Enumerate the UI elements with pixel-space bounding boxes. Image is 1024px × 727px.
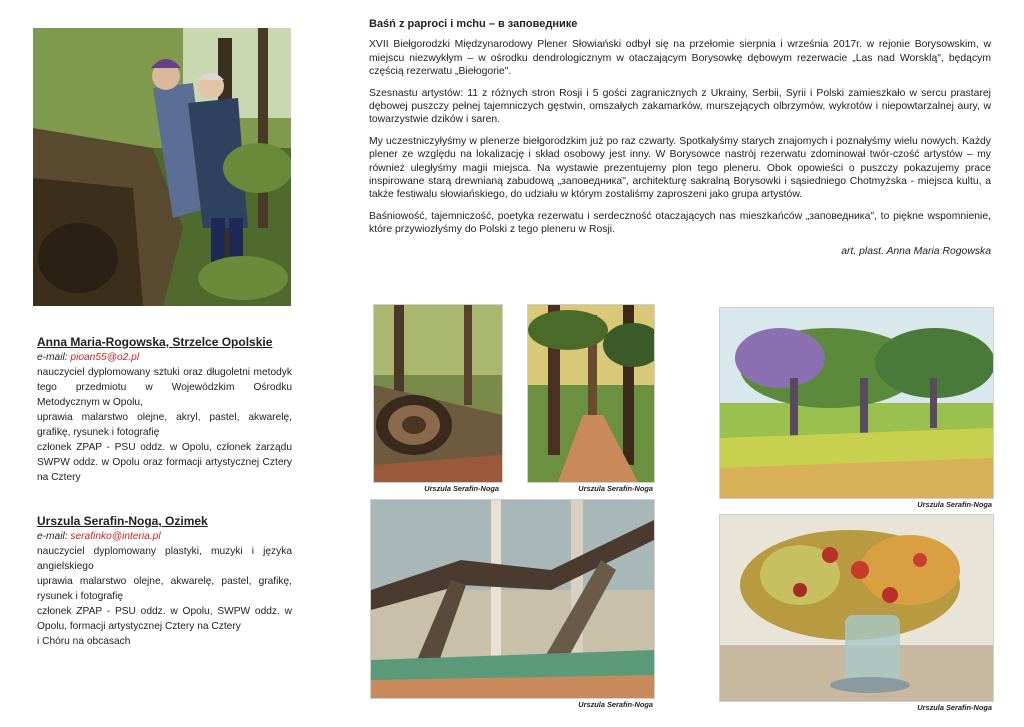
bio-text: uprawia malarstwo olejne, akwarelę, pastel, grafikę, rysunek i fotografię (37, 576, 292, 602)
artists-photo (33, 28, 291, 306)
email-line (37, 350, 292, 365)
article-paragraph: XVII Biełgorodzki Międzynarodowy Plener Słowiański odbył się na przełomie sierpnia i września 2017r. w rejonie Borysowskim, w miejscu niezwykłym – w ośrodku dendrologicznym w otaczającym Borysowkę dębowym rezerwacie „Las nad Worsklą", będącym częścią rezerwatu „Biełogorie". (369, 39, 991, 78)
bio-text: i Chóru na obcasach (37, 636, 131, 647)
email-link[interactable]: pioan55@o2.pl (70, 352, 140, 363)
bio-anna (37, 334, 292, 485)
bio-urszula (37, 513, 292, 649)
painting-fallen-log (374, 305, 502, 482)
article-paragraph: My uczestniczyłyśmy w plenerze biełgorodzkim już po raz czwarty. Spotkałyśmy starych znajomych i poznałyśmy wielu nowych. Każdy plener ze względu na lokalizację i skład osobowy jest inny. W Borysowce nastrój rezerwatu zdominował twór-czość artystów – my również uległyśmy magii miejsca. Na wystawie prezentujemy plon tego pleneru. Obok opowieści o puszczy pokazujemy prace inspirowane starą drewnianą zabudową „заповедника", architekturę sakralną Borysowki i sąsiedniego Chotmyżska - miejsca kultu, a także festiwalu słowiańskiego, do udziału w którym zostaliśmy zaproszeni jako grupa artystów. (369, 135, 991, 201)
painting-orchard (720, 308, 993, 498)
artist-name: Anna Maria-Rogowska, Strzelce Opolskie (37, 335, 273, 349)
painting-fallen-trees (371, 500, 654, 698)
painting-still-life (720, 515, 993, 701)
bio-text: uprawia malarstwo olejne, akryl, pastel, akwarelę, grafikę, rysunek i fotografię (37, 412, 292, 438)
painting-caption: Urszula Serafin-Noga (578, 700, 653, 709)
bio-text: członek ZPAP - PSU oddz. w Opolu, SWPW oddz. w Opolu, formacji artystycznej Cztery na Cztery (37, 606, 292, 632)
email-line (37, 529, 292, 544)
bio-text: nauczyciel dyplomowany sztuki oraz długoletni metodyk tego przedmiotu w Wojewódzkim Ośrodku Metodycznym w Opolu, (37, 367, 292, 408)
article (369, 18, 991, 258)
email-link[interactable]: serafinko@interia.pl (70, 531, 161, 542)
painting-caption: Urszula Serafin-Noga (578, 484, 653, 493)
article-paragraph: Szesnastu artystów: 11 z różnych stron Rosji i 5 gości zagranicznych z Ukrainy, Serbii, Syrii i Polski zamieszkało w sercu prastarej dębowej puszczy pełnej tajemniczych gęstwin, omszałych zakamarków, murszejących olbrzymów, wykrotów i niepowtarzalnej aury, w towarzystwie dzików i saren. (369, 87, 991, 126)
article-signature: art. plast. Anna Maria Rogowska (841, 245, 991, 257)
article-paragraph: Baśniowość, tajemniczość, poetyka rezerwatu i serdeczność otaczających nas mieszkańców „заповедника", to piękne wspomnienie, które przywiozłyśmy do Polski z tego pleneru w Rosji. (369, 210, 991, 236)
email-label: e-mail: (37, 531, 71, 542)
artist-name: Urszula Serafin-Noga, Ozimek (37, 514, 208, 528)
painting-forest-path (528, 305, 654, 482)
bio-text: członek ZPAP - PSU oddz. w Opolu, członek zarządu SWPW oddz. w Opolu oraz formacji artystycznej Cztery na Cztery (37, 442, 292, 483)
article-title: Baśń z paproci i mchu – в заповеднике (369, 18, 578, 30)
painting-caption: Urszula Serafin-Noga (917, 703, 992, 712)
painting-caption: Urszula Serafin-Noga (917, 500, 992, 509)
email-label: e-mail: (37, 352, 71, 363)
bio-text: nauczyciel dyplomowany plastyki, muzyki i języka angielskiego (37, 546, 292, 572)
painting-caption: Urszula Serafin-Noga (424, 484, 499, 493)
